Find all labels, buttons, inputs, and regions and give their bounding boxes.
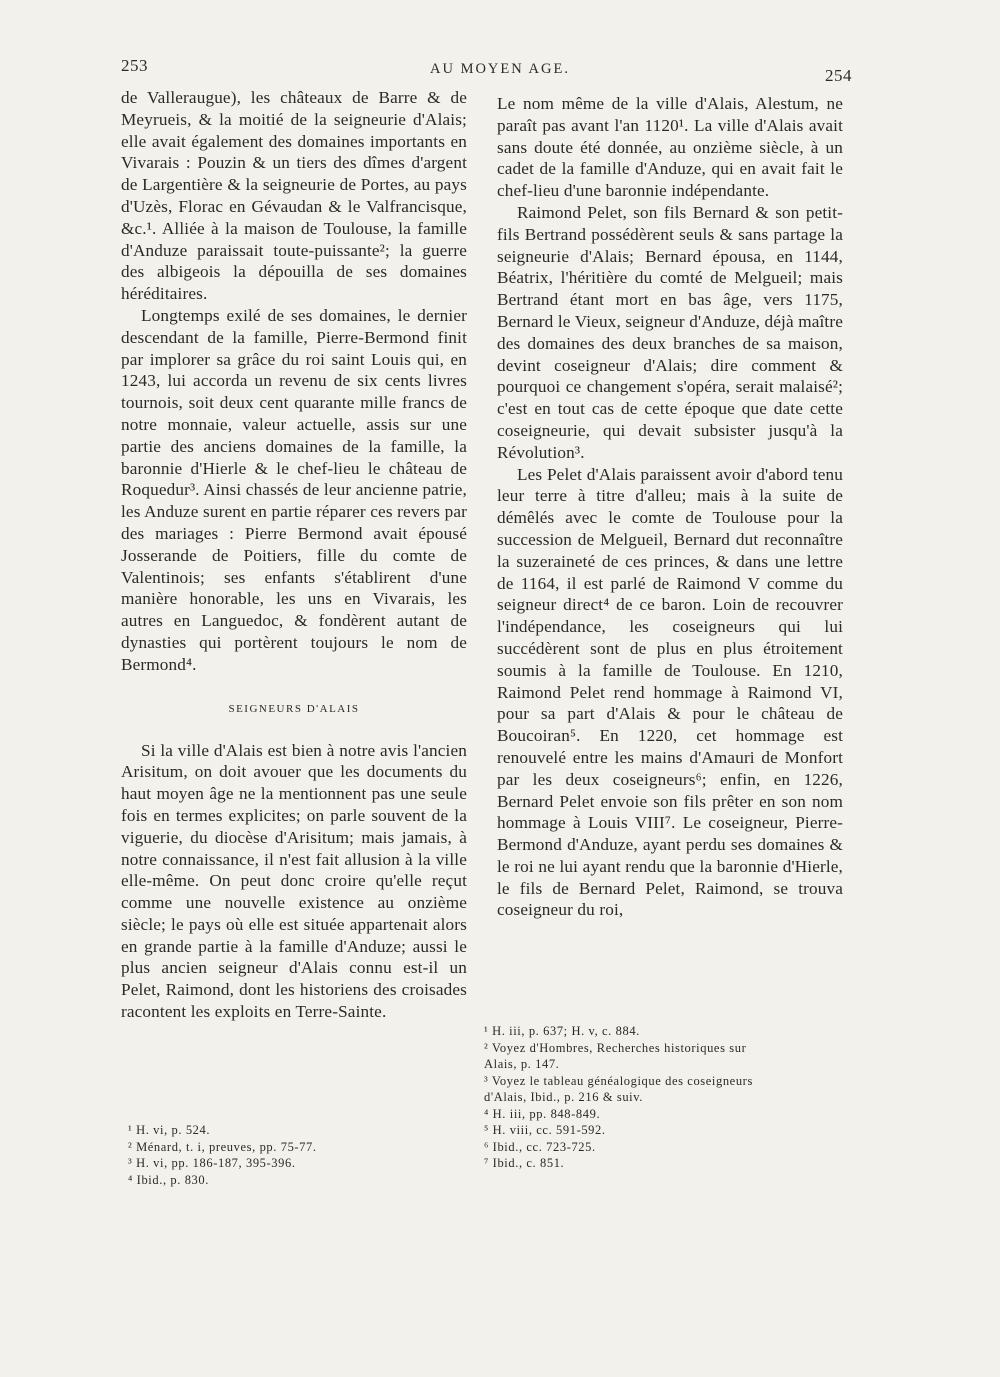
footnote: ² Ménard, t. i, preuves, pp. 75-77. [128, 1139, 317, 1154]
right-column [497, 93, 843, 921]
footnote: ³ Voyez le tableau généalogique des coseigneurs [484, 1073, 753, 1088]
footnote: ⁷ Ibid., c. 851. [484, 1156, 565, 1170]
left-paragraph-1: de Valleraugue), les châteaux de Barre & de Meyrueis, & la moitié de la seigneurie d'Alais; elle avait également des domaines importants en Vivarais : Pouzin & un tiers des dîmes d'argent de Largentière & la seigneurie de Portes, au pays d'Uzès, Florac en Gévaudan & le Valfrancisque, &c.¹. Alliée à la maison de Toulouse, la famille d'Anduze paraissait toute-puissante²; la guerre des albigeois la dépouilla de ses domaines héréditaires. [121, 88, 467, 304]
running-head: AU MOYEN AGE. [430, 61, 570, 77]
footnote-continuation: d'Alais, Ibid., p. 216 & suiv. [484, 1090, 644, 1104]
left-paragraph-3: Si la ville d'Alais est bien à notre avis l'ancien Arisitum, on doit avouer que les documents du haut moyen âge ne la mentionnent pas une seule fois en termes explicites; on parle souvent de la viguerie, du diocèse d'Arisitum; mais jamais, à notre connaissance, il n'est fait allusion à la ville elle-même. On peut donc croire qu'elle reçut comme une nouvelle existence au onzième siècle; le pays où elle est située appartenait alors en grande partie à la famille d'Anduze; aussi le plus ancien seigneur d'Alais connu est-il un Pelet, Raimond, dont les historiens des croisades racontent les exploits en Terre-Sainte. [121, 740, 467, 1022]
footnote: ¹ H. iii, p. 637; H. v, c. 884. [484, 1024, 640, 1038]
footnote: ⁴ H. iii, pp. 848-849. [484, 1106, 601, 1121]
left-paragraph-2: Longtemps exilé de ses domaines, le dernier descendant de la famille, Pierre-Bermond finit par implorer sa grâce du roi saint Louis qui, en 1243, lui accorda un revenu de six cents livres tournois, soit deux cent quarante mille francs de notre monnaie, valeur actuelle, assis sur une partie des anciens domaines de la famille, la baronnie d'Hierle & le chef-lieu le château de Roquedur³. Ainsi chassés de leur ancienne patrie, les Anduze surent en partie réparer ces revers par des mariages : Pierre Bermond avait épousé Josserande de Poitiers, fille du comte de Valentinois; ses enfants s'établirent d'une manière honorable, les uns en Vivarais, les autres en Languedoc, & fondèrent autant de dynasties qui portèrent toujours le nom de Bermond⁴. [121, 305, 467, 674]
right-footnotes [484, 1023, 854, 1172]
left-column [121, 87, 467, 1023]
page-number-right: 254 [825, 66, 852, 85]
footnote: ⁴ Ibid., p. 830. [128, 1172, 209, 1187]
footnote: ² Voyez d'Hombres, Recherches historiques sur [484, 1040, 747, 1055]
section-title: SEIGNEURS D'ALAIS [228, 702, 360, 715]
footnote: ⁶ Ibid., cc. 723-725. [484, 1139, 596, 1154]
right-paragraph-1: Le nom même de la ville d'Alais, Alestum, ne paraît pas avant l'an 1120¹. La ville d'Alais avait sans doute été donnée, au onzième siècle, à un cadet de la famille d'Anduze, qui en avait fait le chef-lieu d'une baronnie indépendante. [497, 94, 843, 201]
right-paragraph-3: Les Pelet d'Alais paraissent avoir d'abord tenu leur terre à titre d'alleu; mais à la suite de démêlés avec le comte de Toulouse pour la succession de Melgueil, Bernard dut reconnaître la suzeraineté de ces princes, & dans une lettre de 1164, il est parlé de Raimond V comme du seigneur direct⁴ de ce baron. Loin de recouvrer l'indépendance, les coseigneurs qui lui succédèrent sont de plus en plus étroitement soumis à la famille de Toulouse. En 1210, Raimond Pelet rend hommage à Raimond VI, pour sa part d'Alais & pour le château de Boucoiran⁵. En 1220, cet hommage est renouvelé entre les mains d'Amauri de Monfort par les deux coseigneurs⁶; enfin, en 1226, Bernard Pelet envoie son fils prêter en son nom hommage à Louis VIII⁷. Le coseigneur, Pierre-Bermond d'Anduze, ayant perdu ses domaines & le roi ne lui ayant rendu que la baronnie d'Hierle, le fils de Bernard Pelet, Raimond, se trouva coseigneur du roi, [497, 464, 843, 920]
right-paragraph-2: Raimond Pelet, son fils Bernard & son petit-fils Bertrand possédèrent seuls & sans partage la seigneurie d'Alais; Bernard épousa, en 1144, Béatrix, l'héritière du comté de Melgueil; mais Bertrand étant mort en bas âge, vers 1175, Bernard le Vieux, seigneur d'Anduze, déjà maître des domaines des deux branches de sa maison, devint coseigneur d'Alais; dire comment & pourquoi ce changement s'opéra, serait malaisé²; c'est en tout cas de cette époque que date cette coseigneurie, qui devait subsister jusqu'à la Révolution³. [497, 202, 843, 462]
footnote: ⁵ H. viii, cc. 591-592. [484, 1123, 606, 1137]
footnote: ¹ H. vi, p. 524. [128, 1123, 211, 1137]
left-footnotes [128, 1122, 458, 1188]
page-number-left: 253 [121, 56, 148, 75]
footnote: ³ H. vi, pp. 186-187, 395-396. [128, 1156, 296, 1170]
footnote-continuation: Alais, p. 147. [484, 1057, 560, 1071]
